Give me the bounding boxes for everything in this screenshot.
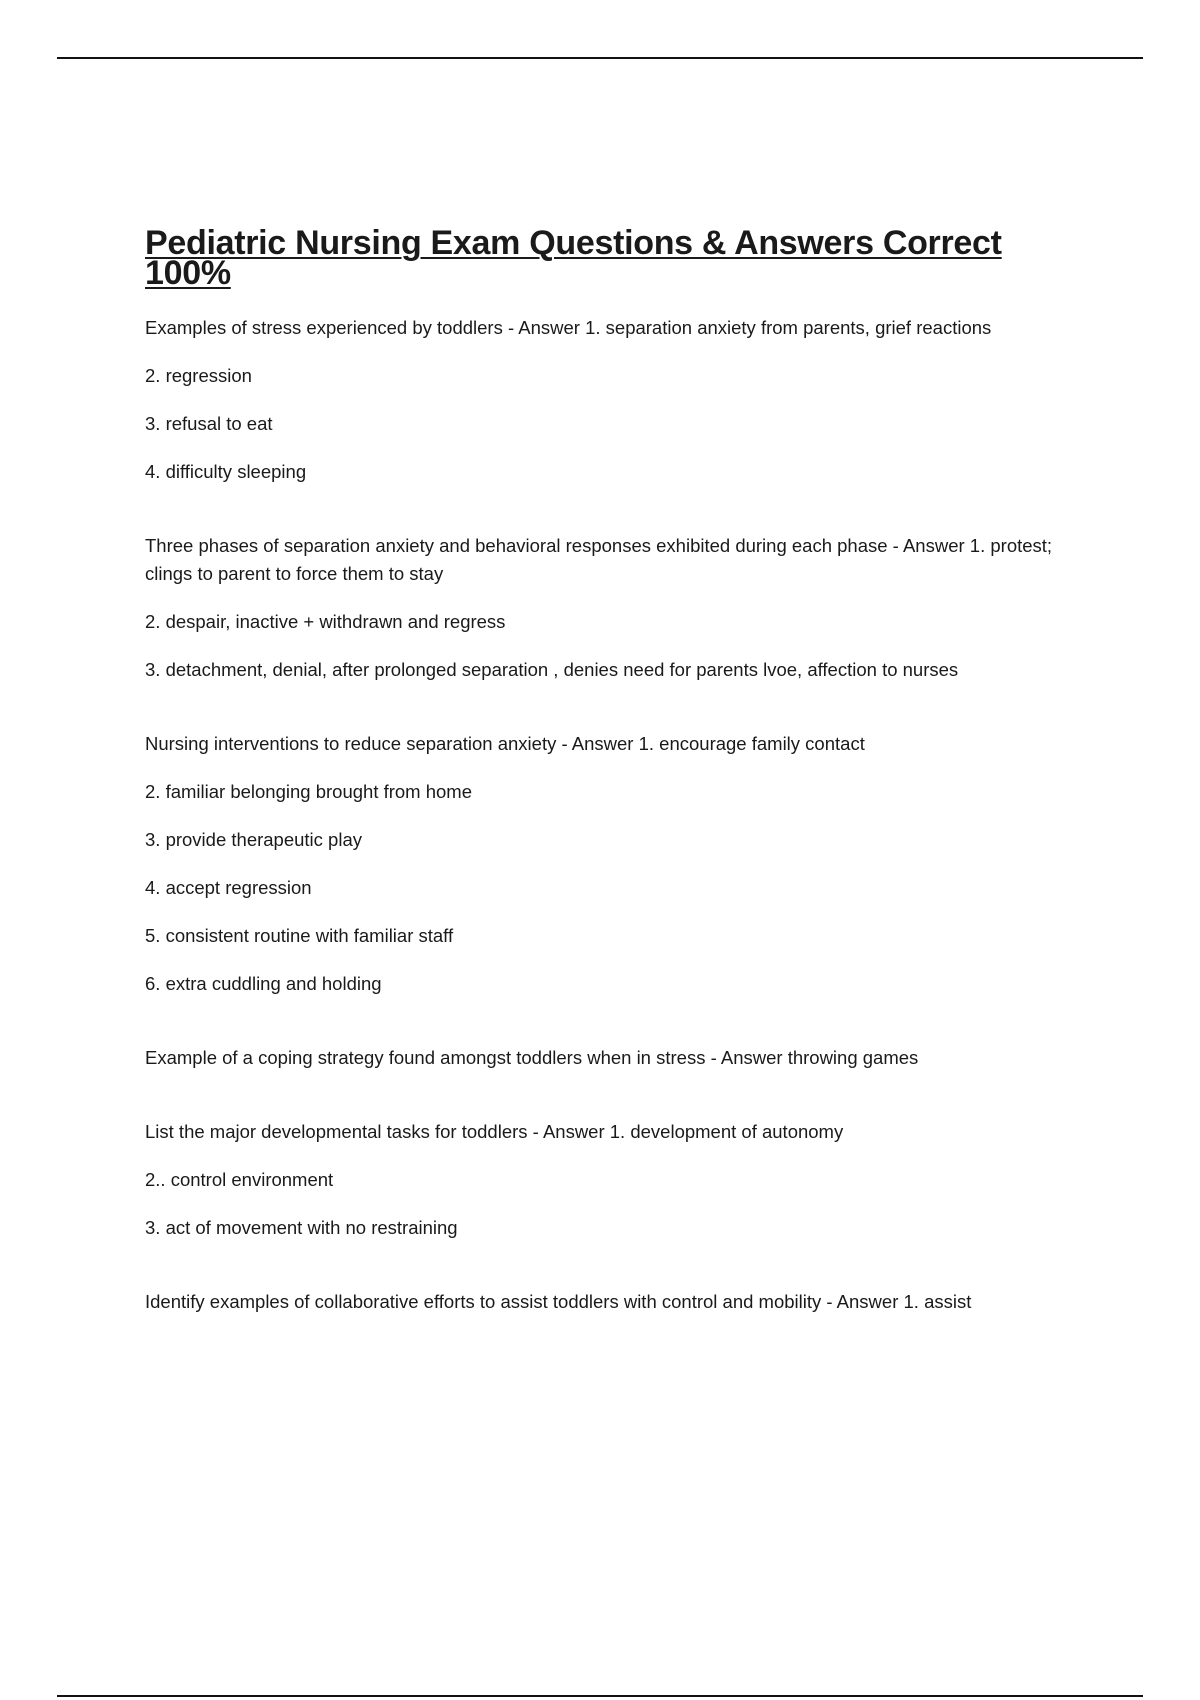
qa-answer-line: 2.. control environment: [145, 1169, 334, 1190]
qa-question: Example of a coping strategy found amongst toddlers when in stress - Answer throwing games: [145, 1047, 919, 1068]
qa-question: Three phases of separation anxiety and behavioral responses exhibited during each phase - Answer 1. protest; clings to parent to force them to stay: [145, 535, 1053, 584]
qa-question: List the major developmental tasks for toddlers - Answer 1. development of autonomy: [145, 1121, 844, 1142]
document-title: Pediatric Nursing Exam Questions & Answers Correct 100%: [145, 224, 1002, 292]
qa-question: Identify examples of collaborative efforts to assist toddlers with control and mobility - Answer 1. assist: [145, 1291, 972, 1312]
qa-item: [145, 1044, 1075, 1072]
qa-item: [145, 314, 1075, 486]
qa-item: [145, 1118, 1075, 1242]
qa-answer-line: 3. refusal to eat: [145, 413, 273, 434]
qa-answer-line: 5. consistent routine with familiar staff: [145, 925, 454, 946]
qa-item: [145, 532, 1075, 684]
qa-answer-line: 3. provide therapeutic play: [145, 829, 362, 850]
footer-rule: [57, 1695, 1143, 1697]
qa-answer-line: 4. accept regression: [145, 877, 312, 898]
qa-item: [145, 730, 1075, 998]
qa-answer-line: 2. familiar belonging brought from home: [145, 781, 473, 802]
header-rule: [57, 57, 1143, 59]
qa-answer-line: 6. extra cuddling and holding: [145, 973, 382, 994]
qa-question: Examples of stress experienced by toddlers - Answer 1. separation anxiety from parents, grief reactions: [145, 317, 992, 338]
qa-item: [145, 1288, 1075, 1316]
qa-answer-line: 2. regression: [145, 365, 252, 386]
qa-question: Nursing interventions to reduce separation anxiety - Answer 1. encourage family contact: [145, 733, 865, 754]
qa-answer-line: 3. detachment, denial, after prolonged separation , denies need for parents lvoe, affection to nurses: [145, 659, 959, 680]
qa-answer-line: 2. despair, inactive + withdrawn and regress: [145, 611, 506, 632]
qa-answer-line: 4. difficulty sleeping: [145, 461, 307, 482]
document-body: [145, 224, 1075, 1336]
qa-answer-line: 3. act of movement with no restraining: [145, 1217, 458, 1238]
